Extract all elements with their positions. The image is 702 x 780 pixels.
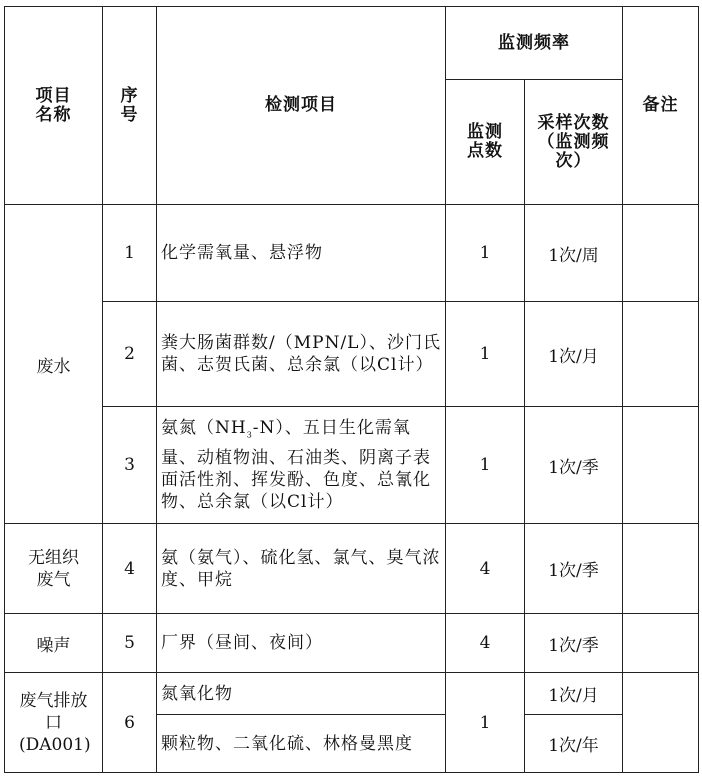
row-points: 1 [446, 673, 525, 773]
row-freq: 1次/月 [525, 302, 623, 407]
row-item: 粪大肠菌群数/（MPN/L）、沙门氏菌、志贺氏菌、总余氯（以Cl计） [157, 302, 446, 407]
row-points: 1 [446, 302, 525, 407]
row-freq: 1次/年 [525, 715, 623, 773]
row-seq: 3 [103, 407, 157, 524]
row-remark [623, 205, 699, 302]
row-points: 1 [446, 407, 525, 524]
row-freq: 1次/月 [525, 673, 623, 715]
table-row [5, 524, 699, 614]
group-exhaust: 废气排放口(DA001) [5, 673, 103, 773]
row-points: 1 [446, 205, 525, 302]
header-times: 采样次数（监测频次） [525, 80, 623, 205]
row-seq: 4 [103, 524, 157, 614]
row-remark [623, 524, 699, 614]
row-remark [623, 302, 699, 407]
row-seq: 2 [103, 302, 157, 407]
row-item-part: 氨氮（NH [161, 418, 247, 439]
header-frequency: 监测频率 [446, 7, 623, 80]
row-freq: 1次/季 [525, 614, 623, 673]
row-freq: 1次/季 [525, 524, 623, 614]
row-remark [623, 673, 699, 773]
row-item: 颗粒物、二氧化硫、林格曼黑度 [157, 715, 446, 773]
row-remark [623, 614, 699, 673]
group-unorganized: 无组织废气 [5, 524, 103, 614]
row-item: 氮氧化物 [157, 673, 446, 715]
header-item: 检测项目 [157, 7, 446, 205]
header-project-name: 项目名称 [5, 7, 103, 205]
row-freq: 1次/周 [525, 205, 623, 302]
row-freq: 1次/季 [525, 407, 623, 524]
table-row [5, 205, 699, 302]
row-seq: 5 [103, 614, 157, 673]
table-row [5, 673, 699, 715]
monitoring-table [4, 6, 699, 773]
row-item: 化学需氧量、悬浮物 [157, 205, 446, 302]
row-item: 氨（氨气）、硫化氢、氯气、臭气浓度、甲烷 [157, 524, 446, 614]
row-remark [623, 407, 699, 524]
row-item: 厂界（昼间、夜间） [157, 614, 446, 673]
row-item-subscript: 3 [246, 430, 253, 440]
header-seq: 序号 [103, 7, 157, 205]
group-wastewater: 废水 [5, 205, 103, 524]
header-row-1 [5, 7, 699, 80]
header-points: 监测点数 [446, 80, 525, 205]
row-points: 4 [446, 524, 525, 614]
row-seq: 6 [103, 673, 157, 773]
table-row [5, 614, 699, 673]
table-row [5, 407, 699, 524]
table-row [5, 302, 699, 407]
row-points: 4 [446, 614, 525, 673]
row-seq: 1 [103, 205, 157, 302]
row-item [157, 407, 446, 524]
group-noise: 噪声 [5, 614, 103, 673]
header-remark: 备注 [623, 7, 699, 205]
row-item-part: -N）、五日生化需氧量、动植物油、石油类、阴离子表面活性剂、挥发酚、色度、总氰化物、总余氯（以Cl计） [161, 418, 431, 512]
